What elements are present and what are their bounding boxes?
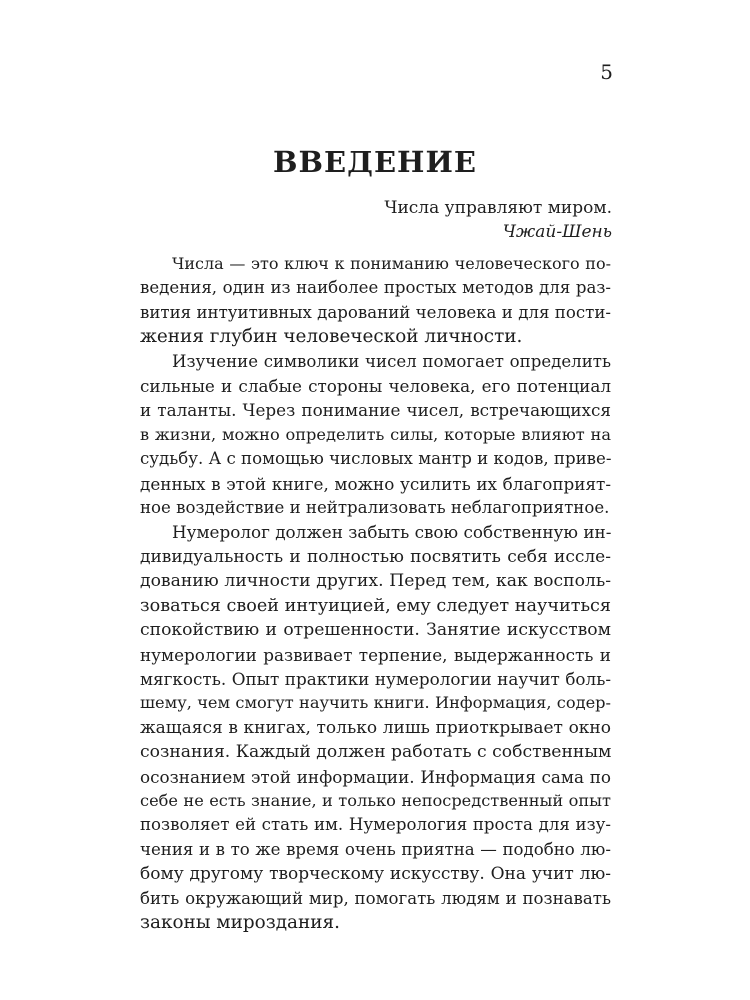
text-line: ное воздействие и нейтрализовать неблагоприятное.: [140, 498, 610, 518]
text-line: сознания. Каждый должен работать с собственным: [140, 742, 612, 763]
paragraph-2: [140, 350, 611, 521]
page-number: 5: [600, 60, 613, 84]
text-line: Числа — это ключ к пониманию человеческого по-: [172, 254, 611, 273]
text-line: бому другому творческому искусству. Она учит лю-: [140, 864, 611, 885]
text-line: денных в этой книге, можно усилить их благоприят-: [140, 473, 611, 494]
text-line: осознанием этой информации. Информация сама по: [140, 766, 611, 787]
text-line: ведения, один из наиболее простых методов для раз-: [140, 278, 611, 298]
text-line: и таланты. Через понимание чисел, встречающихся: [140, 400, 611, 421]
text-line: Изучение символики чисел помогает определить: [172, 351, 611, 371]
text-line: в жизни, можно определить силы, которые влияют на: [140, 424, 611, 444]
chapter-title: ВВЕДЕНИЕ: [273, 145, 477, 179]
text-line: сильные и слабые стороны человека, его потенциал: [140, 376, 611, 397]
text-line: позволяет ей стать им. Нумерология проста для изу-: [140, 815, 611, 835]
text-line: зоваться своей интуицией, ему следует научиться: [140, 595, 611, 616]
text-line: бить окружающий мир, помогать людям и познавать: [140, 888, 611, 908]
text-line: себе не есть знание, и только непосредственный опыт: [140, 790, 611, 810]
text-line: дивидуальность и полностью посвятить себя иссле-: [140, 546, 611, 567]
body-text: [140, 252, 611, 935]
epigraph: [384, 196, 612, 244]
text-line: шему, чем смогут научить книги. Информация, содер-: [140, 693, 611, 713]
text-line: законы мироздания.: [140, 911, 340, 933]
text-line: дованию личности других. Перед тем, как восполь-: [140, 571, 611, 592]
text-line: Нумеролог должен забыть свою собственную ин-: [172, 522, 612, 543]
text-line: жения глубин человеческой личности.: [140, 326, 523, 348]
paragraph-1: [140, 252, 611, 350]
text-line: жащаяся в книгах, только лишь приоткрывает окно: [140, 717, 611, 738]
epigraph-quote: Числа управляют миром.: [384, 198, 612, 218]
text-line: мягкость. Опыт практики нумерологии научит боль-: [140, 668, 611, 689]
text-line: спокойствию и отрешенности. Занятие искусством: [140, 620, 611, 641]
text-line: нумерологии развивает терпение, выдержанность и: [140, 644, 611, 665]
paragraph-3: [140, 520, 611, 935]
epigraph-author: Чжай-Шень: [502, 222, 612, 242]
text-line: чения и в то же время очень приятна — подобно лю-: [140, 839, 611, 859]
text-line: вития интуитивных дарований человека и для пости-: [140, 302, 611, 322]
text-line: судьбу. А с помощью числовых мантр и кодов, приве-: [140, 449, 612, 469]
